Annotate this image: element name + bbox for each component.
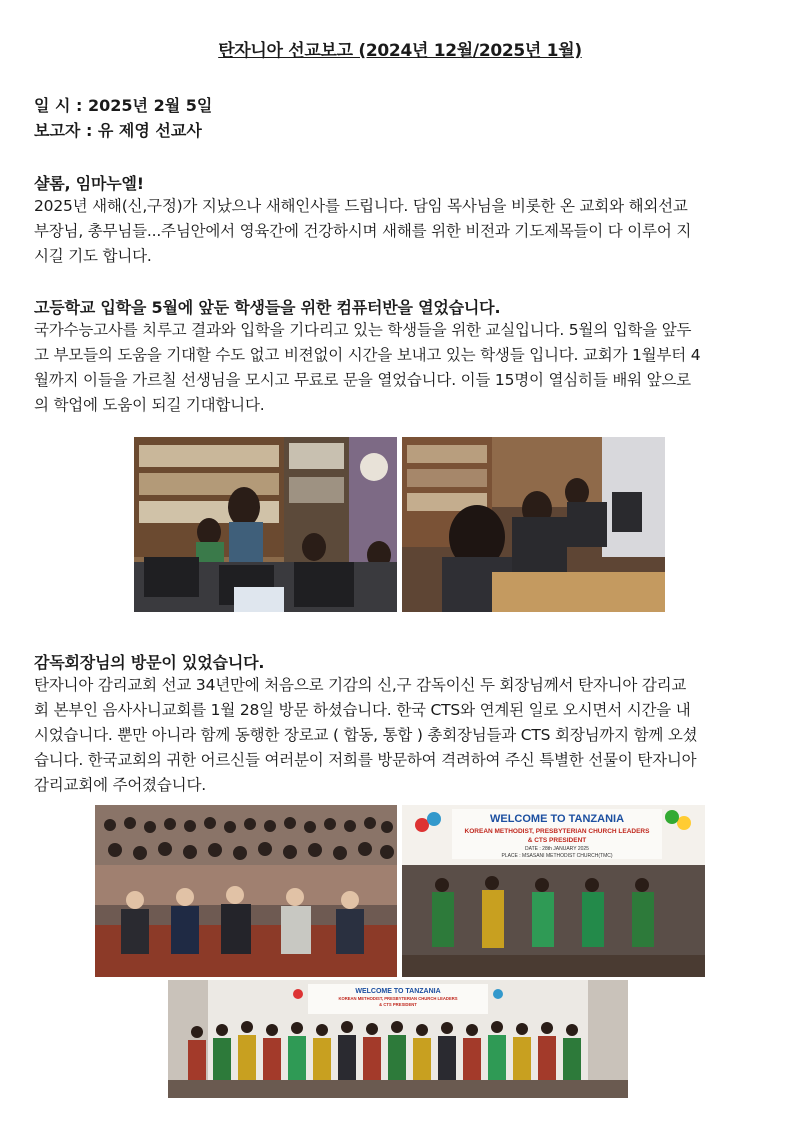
page-title: 탄자니아 선교보고 (2024년 12월/2025년 1월) [218, 41, 582, 61]
greeting-paragraph [34, 194, 769, 269]
bishop-visit-paragraph [34, 673, 769, 798]
group-banner-line-1: WELCOME TO TANZANIA [355, 988, 441, 995]
group-stage-photo [168, 980, 628, 1098]
bishop-visit-line: 감리교회에 주어졌습니다. [34, 776, 206, 794]
greeting-line: 2025년 새해(신,구정)가 지났으나 새해인사를 드립니다. 담임 목사님을 비롯한 온 교회와 해외선교 [34, 197, 688, 215]
computer-class-line: 국가수능고사를 치루고 결과와 입학을 기다리고 있는 학생들을 위한 교실입니다. 5월의 입학을 앞두 [34, 321, 692, 339]
banner-line-3: & CTS PRESIDENT [527, 837, 587, 844]
banner-line-4: DATE : 28th JANUARY 2025 [525, 846, 589, 852]
computer-class-line: 의 학업에 도움이 되길 기대합니다. [34, 396, 265, 414]
date-line: 일 시 : 2025년 2월 5일 [34, 96, 213, 115]
group-banner-line-2: KOREAN METHODIST, PRESBYTERIAN CHURCH LEADERS [338, 996, 458, 1001]
bishop-visit-heading: 감독회장님의 방문이 있었습니다. [34, 653, 265, 672]
computer-class-photo-1 [134, 437, 397, 612]
greeting-line: 부장님, 총무님들...주님안에서 영육간에 건강하시며 새해를 위한 비전과 기도제목들이 다 이루어 지 [34, 222, 692, 240]
banner-line-1: WELCOME TO TANZANIA [489, 813, 625, 825]
greeting-heading: 샬롬, 임마누엘! [34, 174, 144, 193]
computer-class-paragraph [34, 318, 769, 418]
computer-class-heading: 고등학교 입학을 5월에 앞둔 학생들을 위한 컴퓨터반을 열었습니다. [34, 298, 501, 317]
bishop-visit-line: 회 본부인 음사사니교회를 1월 28일 방문 하셨습니다. 한국 CTS와 연계된 일로 오시면서 시간을 내 [34, 701, 691, 719]
computer-class-line: 고 부모들의 도움을 기대할 수도 없고 비젼없이 시간을 보내고 있는 학생들 입니다. 교회가 1월부터 4 [34, 346, 701, 364]
banner-line-5: PLACE : MSASANI METHODIST CHURCH(TMC) [501, 853, 613, 859]
bishop-visit-line: 습니다. 한국교회의 귀한 어르신들 여러분이 저희를 방문하여 격려하여 주신 특별한 선물이 탄자니아 [34, 751, 697, 769]
welcome-dance-photo [402, 805, 705, 977]
computer-class-photo-2 [402, 437, 665, 612]
group-banner-line-3: & CTS PRESIDENT [379, 1002, 417, 1007]
reporter-line: 보고자 : 유 제영 선교사 [34, 121, 202, 140]
banner-line-2: KOREAN METHODIST, PRESBYTERIAN CHURCH LEADERS [464, 828, 650, 835]
bishop-visit-line: 탄자니아 감리교회 선교 34년만에 처음으로 기감의 신,구 감독이신 두 회장님께서 탄자니아 감리교 [34, 676, 687, 694]
computer-class-line: 월까지 이들을 가르칠 선생님을 모시고 무료로 문을 열었습니다. 이들 15명이 열심히들 배워 앞으로 [34, 371, 691, 389]
greeting-line: 시길 기도 합니다. [34, 247, 152, 265]
bishop-visit-line: 시었습니다. 뿐만 아니라 함께 동행한 장로교 ( 합동, 통합 ) 총회장님들과 CTS 회장님까지 함께 오셨 [34, 726, 698, 744]
audience-photo [95, 805, 397, 977]
